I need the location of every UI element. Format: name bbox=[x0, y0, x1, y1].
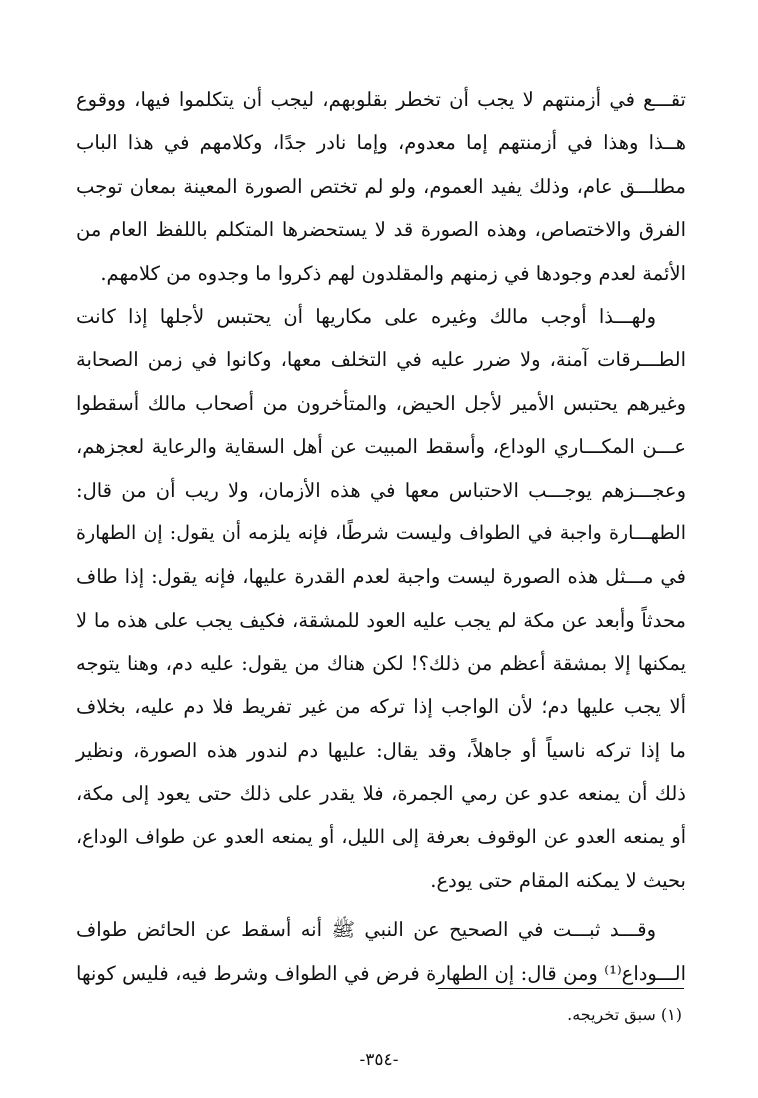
text-line: في مـــثل هذه الصورة ليست واجبة لعدم القدرة عليها، فإنه يقول: إذا طاف bbox=[76, 565, 686, 589]
text-line: الطـــرقات آمنة، ولا ضرر عليه في التخلف معها، وكانوا في زمن الصحابة bbox=[76, 348, 686, 372]
text-line: ذلك أن يمنعه عدو عن رمي الجمرة، فلا يقدر على ذلك حتى يعود إلى مكة، bbox=[76, 782, 686, 806]
paragraph-1 bbox=[76, 78, 686, 295]
text-line: عـــن المكـــاري الوداع، وأسقط المبيت عن أهل السقاية والرعاية لعجزهم، bbox=[76, 435, 686, 459]
text-line: هــذا وهذا في أزمنتهم إما معدوم، وإما نادر جدًا، وكلامهم في هذا الباب bbox=[76, 131, 686, 155]
text-line: وقـــد ثبـــت في الصحيح عن النبي ﷺ أنه أسقط عن الحائض طواف bbox=[76, 918, 656, 942]
footnote: (١) سبق تخريجه. bbox=[567, 1005, 682, 1024]
text-line: ألا يجب عليها دم؛ لأن الواجب إذا تركه من غير تفريط فلا دم عليه، بخلاف bbox=[76, 695, 686, 719]
text-line: الأئمة لعدم وجودها في زمنهم والمقلدون لهم ذكروا ما وجدوه من كلامهم. bbox=[100, 261, 686, 285]
text-line: مطلـــق عام، وذلك يفيد العموم، ولو لم تختص الصورة المعينة بمعان توجب bbox=[76, 174, 686, 198]
page-number: -٣٥٤- bbox=[359, 1050, 399, 1070]
text-line: الفرق والاختصاص، وهذه الصورة قد لا يستحضرها المتكلم باللفظ العام من bbox=[76, 218, 686, 242]
text-line: وغيرهم يحتبس الأمير لأجل الحيض، والمتأخرون من أصحاب مالك أسقطوا bbox=[76, 391, 686, 415]
paragraph-2 bbox=[76, 295, 686, 902]
text-line: ولهـــذا أوجب مالك وغيره على مكاريها أن يحتبس لأجلها إذا كانت bbox=[76, 304, 656, 328]
text-line: يمكنها إلا بمشقة أعظم من ذلك؟! لكن هناك من يقول: عليه دم، وهنا يتوجه bbox=[76, 652, 686, 676]
text-line: الـــوداع⁽¹⁾ ومن قال: إن الطهارة فرض في الطواف وشرط فيه، فليس كونها bbox=[76, 961, 686, 985]
paragraph-3 bbox=[76, 908, 686, 995]
text-line: أو يمنعه العدو عن الوقوف بعرفة إلى الليل، أو يمنعه العدو عن طواف الوداع، bbox=[76, 825, 686, 848]
text-line: الطهـــارة واجبة في الطواف وليست شرطًا، فإنه يلزمه أن يقول: إن الطهارة bbox=[76, 521, 686, 544]
text-line: بحيث لا يمكنه المقام حتى يودع. bbox=[430, 869, 686, 893]
text-line: محدثاً وأبعد عن مكة لم يجب عليه العود للمشقة، فكيف يجب على هذه ما لا bbox=[76, 608, 686, 632]
text-line: تقـــع في أزمنتهم لا يجب أن تخطر بقلوبهم، ليجب أن يتكلموا فيها، ووقوع bbox=[76, 88, 686, 111]
main-text bbox=[76, 78, 686, 995]
text-line: وعجـــزهم يوجـــب الاحتباس معها في هذه الأزمان، ولا ريب أن من قال: bbox=[76, 478, 686, 502]
text-line: ما إذا تركه ناسياً أو جاهلاً، وقد يقال: عليها دم لندور هذه الصورة، ونظير bbox=[76, 738, 686, 762]
footnote-divider bbox=[438, 988, 684, 989]
